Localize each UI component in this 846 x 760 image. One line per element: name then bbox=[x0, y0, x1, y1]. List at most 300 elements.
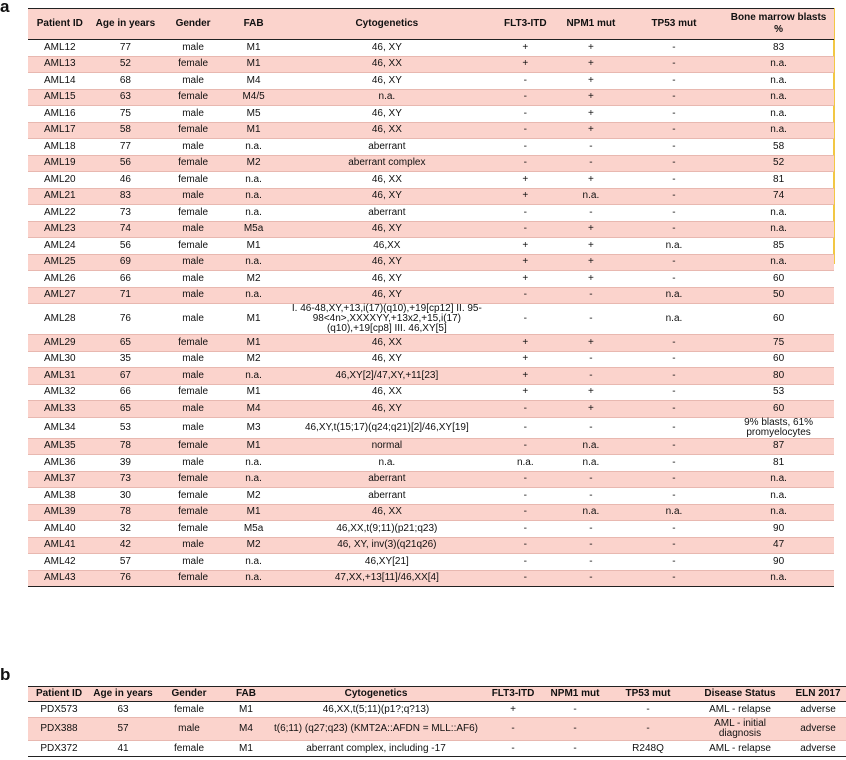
cell-age-in-years: 46 bbox=[92, 172, 160, 189]
cell-eln-2017: adverse bbox=[790, 741, 846, 757]
cell-npm1-mut: n.a. bbox=[557, 438, 625, 455]
cell-tp53-mut: - bbox=[625, 554, 723, 571]
cell-tp53-mut: - bbox=[625, 488, 723, 505]
cell-age-in-years: 63 bbox=[90, 702, 156, 718]
cell-gender: female bbox=[159, 122, 227, 139]
cell-patient-id: AML12 bbox=[28, 40, 92, 57]
cell-age-in-years: 39 bbox=[92, 455, 160, 472]
cell-patient-id: AML24 bbox=[28, 238, 92, 255]
table-row bbox=[28, 351, 834, 368]
cell-tp53-mut: - bbox=[606, 718, 690, 741]
cell-flt3-itd: - bbox=[494, 89, 558, 106]
cell-patient-id: AML15 bbox=[28, 89, 92, 106]
cell-flt3-itd: - bbox=[494, 155, 558, 172]
cell-npm1-mut: + bbox=[557, 384, 625, 401]
cell-npm1-mut: n.a. bbox=[557, 188, 625, 205]
column-header-npm1-mut: NPM1 mut bbox=[557, 9, 625, 40]
table-row bbox=[28, 172, 834, 189]
cell-cytogenetics: 46, XY bbox=[280, 73, 493, 90]
cell-cytogenetics: 46, XY bbox=[280, 351, 493, 368]
cell-tp53-mut: - bbox=[625, 89, 723, 106]
cell-bone-marrow-blasts: 85 bbox=[723, 238, 834, 255]
cell-cytogenetics: t(6;11) (q27;q23) (KMT2A::AFDN = MLL::AF6) bbox=[270, 718, 482, 741]
column-header-fab: FAB bbox=[222, 687, 270, 702]
cell-npm1-mut: + bbox=[557, 40, 625, 57]
cell-cytogenetics: 46, XY, inv(3)(q21q26) bbox=[280, 537, 493, 554]
table-row bbox=[28, 401, 834, 418]
cell-tp53-mut: - bbox=[625, 122, 723, 139]
cell-fab: M1 bbox=[222, 741, 270, 757]
cell-flt3-itd: n.a. bbox=[494, 455, 558, 472]
table-a-header-row bbox=[28, 9, 834, 40]
cell-npm1-mut: + bbox=[557, 271, 625, 288]
column-header-gender: Gender bbox=[159, 9, 227, 40]
cell-age-in-years: 71 bbox=[92, 287, 160, 304]
cell-npm1-mut: - bbox=[557, 417, 625, 438]
cell-npm1-mut: - bbox=[544, 741, 606, 757]
cell-npm1-mut: - bbox=[557, 570, 625, 587]
cell-tp53-mut: - bbox=[625, 351, 723, 368]
cell-tp53-mut: n.a. bbox=[625, 504, 723, 521]
cell-npm1-mut: - bbox=[557, 287, 625, 304]
cell-fab: M1 bbox=[227, 40, 280, 57]
table-row bbox=[28, 702, 846, 718]
cell-age-in-years: 42 bbox=[92, 537, 160, 554]
cell-flt3-itd: - bbox=[494, 205, 558, 222]
cell-patient-id: PDX388 bbox=[28, 718, 90, 741]
cell-bone-marrow-blasts: 81 bbox=[723, 455, 834, 472]
cell-age-in-years: 75 bbox=[92, 106, 160, 123]
cell-flt3-itd: + bbox=[494, 40, 558, 57]
table-row bbox=[28, 554, 834, 571]
cell-tp53-mut: - bbox=[625, 205, 723, 222]
cell-flt3-itd: + bbox=[494, 351, 558, 368]
cell-gender: male bbox=[159, 139, 227, 156]
cell-fab: n.a. bbox=[227, 455, 280, 472]
column-header-age-in-years: Age in years bbox=[90, 687, 156, 702]
cell-cytogenetics: aberrant complex, including -17 bbox=[270, 741, 482, 757]
table-row bbox=[28, 188, 834, 205]
cell-flt3-itd: - bbox=[494, 504, 558, 521]
column-header-tp53-mut: TP53 mut bbox=[606, 687, 690, 702]
cell-bone-marrow-blasts: 75 bbox=[723, 335, 834, 352]
cell-gender: male bbox=[159, 537, 227, 554]
cell-age-in-years: 41 bbox=[90, 741, 156, 757]
cell-tp53-mut: - bbox=[625, 221, 723, 238]
cell-age-in-years: 58 bbox=[92, 122, 160, 139]
cell-patient-id: PDX372 bbox=[28, 741, 90, 757]
cell-bone-marrow-blasts: n.a. bbox=[723, 504, 834, 521]
cell-npm1-mut: + bbox=[557, 73, 625, 90]
cell-eln-2017: adverse bbox=[790, 702, 846, 718]
cell-gender: male bbox=[159, 254, 227, 271]
cell-patient-id: AML19 bbox=[28, 155, 92, 172]
column-header-patient-id: Patient ID bbox=[28, 687, 90, 702]
cell-tp53-mut: - bbox=[625, 401, 723, 418]
table-row bbox=[28, 139, 834, 156]
cell-bone-marrow-blasts: 60 bbox=[723, 271, 834, 288]
cell-tp53-mut: - bbox=[625, 438, 723, 455]
table-row bbox=[28, 417, 834, 438]
cell-age-in-years: 52 bbox=[92, 56, 160, 73]
cell-npm1-mut: - bbox=[557, 205, 625, 222]
cell-age-in-years: 77 bbox=[92, 139, 160, 156]
cell-gender: male bbox=[156, 718, 222, 741]
cell-patient-id: AML14 bbox=[28, 73, 92, 90]
cell-patient-id: AML29 bbox=[28, 335, 92, 352]
cell-cytogenetics: 46, XX bbox=[280, 504, 493, 521]
cell-fab: n.a. bbox=[227, 139, 280, 156]
cell-tp53-mut: - bbox=[625, 271, 723, 288]
table-row bbox=[28, 89, 834, 106]
cell-fab: M1 bbox=[227, 335, 280, 352]
cell-flt3-itd: - bbox=[494, 471, 558, 488]
cell-gender: female bbox=[159, 205, 227, 222]
cell-tp53-mut: n.a. bbox=[625, 304, 723, 335]
cell-bone-marrow-blasts: 90 bbox=[723, 554, 834, 571]
cell-gender: male bbox=[159, 73, 227, 90]
cell-gender: male bbox=[159, 554, 227, 571]
cell-bone-marrow-blasts: n.a. bbox=[723, 488, 834, 505]
cell-gender: male bbox=[159, 40, 227, 57]
cell-bone-marrow-blasts: 52 bbox=[723, 155, 834, 172]
cell-patient-id: AML38 bbox=[28, 488, 92, 505]
cell-flt3-itd: - bbox=[494, 73, 558, 90]
cell-cytogenetics: 46,XX bbox=[280, 238, 493, 255]
cell-patient-id: AML21 bbox=[28, 188, 92, 205]
cell-fab: M1 bbox=[227, 122, 280, 139]
cell-npm1-mut: - bbox=[557, 554, 625, 571]
cell-flt3-itd: - bbox=[482, 718, 544, 741]
table-row bbox=[28, 122, 834, 139]
cell-bone-marrow-blasts: 9% blasts, 61% promyelocytes bbox=[723, 417, 834, 438]
cell-cytogenetics: aberrant bbox=[280, 205, 493, 222]
cell-flt3-itd: - bbox=[482, 741, 544, 757]
cell-bone-marrow-blasts: n.a. bbox=[723, 205, 834, 222]
cell-bone-marrow-blasts: n.a. bbox=[723, 221, 834, 238]
cell-fab: M2 bbox=[227, 155, 280, 172]
cell-tp53-mut: - bbox=[625, 570, 723, 587]
column-header-flt3-itd: FLT3-ITD bbox=[482, 687, 544, 702]
cell-flt3-itd: + bbox=[482, 702, 544, 718]
cell-flt3-itd: + bbox=[494, 238, 558, 255]
cell-patient-id: AML40 bbox=[28, 521, 92, 538]
column-header-cytogenetics: Cytogenetics bbox=[280, 9, 493, 40]
cell-gender: female bbox=[159, 89, 227, 106]
cell-npm1-mut: - bbox=[557, 471, 625, 488]
cell-patient-id: AML27 bbox=[28, 287, 92, 304]
cell-age-in-years: 66 bbox=[92, 384, 160, 401]
table-row bbox=[28, 106, 834, 123]
cell-flt3-itd: - bbox=[494, 139, 558, 156]
cell-gender: female bbox=[159, 521, 227, 538]
cell-cytogenetics: normal bbox=[280, 438, 493, 455]
cell-age-in-years: 83 bbox=[92, 188, 160, 205]
cell-cytogenetics: aberrant bbox=[280, 488, 493, 505]
cell-gender: male bbox=[159, 106, 227, 123]
cell-fab: M4 bbox=[227, 73, 280, 90]
cell-cytogenetics: 46, XX bbox=[280, 384, 493, 401]
table-row bbox=[28, 155, 834, 172]
table-row bbox=[28, 718, 846, 741]
cell-disease-status: AML - relapse bbox=[690, 702, 790, 718]
cell-npm1-mut: + bbox=[557, 172, 625, 189]
cell-patient-id: AML26 bbox=[28, 271, 92, 288]
cell-tp53-mut: R248Q bbox=[606, 741, 690, 757]
column-header-age-in-years: Age in years bbox=[92, 9, 160, 40]
cell-npm1-mut: - bbox=[557, 155, 625, 172]
cell-age-in-years: 66 bbox=[92, 271, 160, 288]
cell-cytogenetics: 46, XY bbox=[280, 401, 493, 418]
cell-tp53-mut: - bbox=[625, 172, 723, 189]
table-row bbox=[28, 537, 834, 554]
cell-tp53-mut: n.a. bbox=[625, 287, 723, 304]
cell-fab: M4/5 bbox=[227, 89, 280, 106]
cell-patient-id: AML32 bbox=[28, 384, 92, 401]
cell-age-in-years: 65 bbox=[92, 335, 160, 352]
cell-cytogenetics: 46,XX,t(9;11)(p21;q23) bbox=[280, 521, 493, 538]
cell-tp53-mut: n.a. bbox=[625, 238, 723, 255]
cell-age-in-years: 76 bbox=[92, 304, 160, 335]
cell-age-in-years: 78 bbox=[92, 504, 160, 521]
cell-patient-id: AML37 bbox=[28, 471, 92, 488]
cell-fab: n.a. bbox=[227, 172, 280, 189]
cell-npm1-mut: - bbox=[557, 488, 625, 505]
cell-flt3-itd: + bbox=[494, 335, 558, 352]
cell-age-in-years: 73 bbox=[92, 471, 160, 488]
cell-npm1-mut: + bbox=[557, 122, 625, 139]
cell-flt3-itd: - bbox=[494, 401, 558, 418]
cell-patient-id: AML30 bbox=[28, 351, 92, 368]
cell-npm1-mut: - bbox=[557, 368, 625, 385]
table-row bbox=[28, 304, 834, 335]
cell-bone-marrow-blasts: n.a. bbox=[723, 570, 834, 587]
column-header-patient-id: Patient ID bbox=[28, 9, 92, 40]
cell-fab: M1 bbox=[227, 238, 280, 255]
cell-gender: female bbox=[159, 438, 227, 455]
cell-age-in-years: 78 bbox=[92, 438, 160, 455]
cell-flt3-itd: + bbox=[494, 384, 558, 401]
table-row bbox=[28, 521, 834, 538]
cell-fab: M2 bbox=[227, 488, 280, 505]
cell-tp53-mut: - bbox=[625, 537, 723, 554]
cell-npm1-mut: + bbox=[557, 401, 625, 418]
table-row bbox=[28, 384, 834, 401]
cell-gender: female bbox=[159, 56, 227, 73]
cell-cytogenetics: 46, XY bbox=[280, 106, 493, 123]
cell-age-in-years: 74 bbox=[92, 221, 160, 238]
table-row bbox=[28, 471, 834, 488]
cell-cytogenetics: aberrant complex bbox=[280, 155, 493, 172]
cell-bone-marrow-blasts: n.a. bbox=[723, 89, 834, 106]
cell-flt3-itd: - bbox=[494, 537, 558, 554]
cell-bone-marrow-blasts: 58 bbox=[723, 139, 834, 156]
cell-patient-id: AML25 bbox=[28, 254, 92, 271]
cell-patient-id: AML43 bbox=[28, 570, 92, 587]
cell-patient-id: AML22 bbox=[28, 205, 92, 222]
cell-bone-marrow-blasts: 60 bbox=[723, 351, 834, 368]
cell-fab: n.a. bbox=[227, 570, 280, 587]
cell-patient-id: AML17 bbox=[28, 122, 92, 139]
cell-flt3-itd: + bbox=[494, 56, 558, 73]
cell-bone-marrow-blasts: n.a. bbox=[723, 254, 834, 271]
cell-patient-id: AML28 bbox=[28, 304, 92, 335]
cell-cytogenetics: 46, XY bbox=[280, 221, 493, 238]
cell-cytogenetics: 46, XY bbox=[280, 271, 493, 288]
table-b-body bbox=[28, 702, 846, 757]
cell-npm1-mut: + bbox=[557, 106, 625, 123]
cell-patient-id: PDX573 bbox=[28, 702, 90, 718]
cell-flt3-itd: + bbox=[494, 188, 558, 205]
table-row bbox=[28, 40, 834, 57]
table-a-body bbox=[28, 40, 834, 587]
cell-gender: female bbox=[159, 384, 227, 401]
cell-cytogenetics: 46, XX bbox=[280, 56, 493, 73]
cell-bone-marrow-blasts: 81 bbox=[723, 172, 834, 189]
table-row bbox=[28, 368, 834, 385]
table-row bbox=[28, 488, 834, 505]
cell-bone-marrow-blasts: n.a. bbox=[723, 73, 834, 90]
cell-flt3-itd: - bbox=[494, 554, 558, 571]
cell-age-in-years: 77 bbox=[92, 40, 160, 57]
cell-gender: female bbox=[159, 488, 227, 505]
cell-age-in-years: 56 bbox=[92, 238, 160, 255]
cell-age-in-years: 67 bbox=[92, 368, 160, 385]
column-header-eln-2017: ELN 2017 bbox=[790, 687, 846, 702]
cell-disease-status: AML - relapse bbox=[690, 741, 790, 757]
cell-flt3-itd: + bbox=[494, 271, 558, 288]
cell-age-in-years: 30 bbox=[92, 488, 160, 505]
cell-cytogenetics: 46,XY,t(15;17)(q24;q21)[2]/46,XY[19] bbox=[280, 417, 493, 438]
cell-cytogenetics: 46,XY[2]/47,XY,+11[23] bbox=[280, 368, 493, 385]
table-row bbox=[28, 287, 834, 304]
cell-age-in-years: 65 bbox=[92, 401, 160, 418]
cell-cytogenetics: 46, XY bbox=[280, 287, 493, 304]
cell-cytogenetics: aberrant bbox=[280, 139, 493, 156]
cell-fab: M3 bbox=[227, 417, 280, 438]
cell-gender: male bbox=[159, 401, 227, 418]
cell-fab: M4 bbox=[222, 718, 270, 741]
cell-bone-marrow-blasts: 83 bbox=[723, 40, 834, 57]
cell-tp53-mut: - bbox=[606, 702, 690, 718]
cell-bone-marrow-blasts: n.a. bbox=[723, 471, 834, 488]
cell-fab: M1 bbox=[227, 304, 280, 335]
cell-cytogenetics: 46, XX bbox=[280, 335, 493, 352]
table-row bbox=[28, 438, 834, 455]
cell-cytogenetics: 46,XX,t(5;11)(p1?;q?13) bbox=[270, 702, 482, 718]
cell-cytogenetics: aberrant bbox=[280, 471, 493, 488]
cell-fab: M5a bbox=[227, 221, 280, 238]
cell-flt3-itd: - bbox=[494, 221, 558, 238]
cell-fab: n.a. bbox=[227, 471, 280, 488]
cell-bone-marrow-blasts: 47 bbox=[723, 537, 834, 554]
cell-gender: male bbox=[159, 304, 227, 335]
cell-patient-id: AML16 bbox=[28, 106, 92, 123]
cell-tp53-mut: - bbox=[625, 155, 723, 172]
cell-gender: female bbox=[159, 504, 227, 521]
table-row bbox=[28, 271, 834, 288]
table-row bbox=[28, 254, 834, 271]
cell-npm1-mut: - bbox=[544, 702, 606, 718]
cell-gender: male bbox=[159, 368, 227, 385]
cell-cytogenetics: 46, XX bbox=[280, 122, 493, 139]
cell-fab: M1 bbox=[227, 56, 280, 73]
column-header-bone-marrow-blasts: Bone marrow blasts % bbox=[723, 9, 834, 40]
cell-patient-id: AML39 bbox=[28, 504, 92, 521]
cell-fab: M2 bbox=[227, 537, 280, 554]
cell-bone-marrow-blasts: 60 bbox=[723, 401, 834, 418]
cell-tp53-mut: - bbox=[625, 40, 723, 57]
cell-flt3-itd: - bbox=[494, 122, 558, 139]
table-row bbox=[28, 73, 834, 90]
cell-tp53-mut: - bbox=[625, 471, 723, 488]
cell-fab: n.a. bbox=[227, 254, 280, 271]
table-row bbox=[28, 504, 834, 521]
cell-bone-marrow-blasts: 60 bbox=[723, 304, 834, 335]
cell-fab: M1 bbox=[227, 384, 280, 401]
cell-tp53-mut: - bbox=[625, 521, 723, 538]
table-b bbox=[28, 686, 846, 757]
cell-bone-marrow-blasts: n.a. bbox=[723, 106, 834, 123]
cell-flt3-itd: + bbox=[494, 254, 558, 271]
cell-gender: female bbox=[156, 741, 222, 757]
cell-gender: female bbox=[156, 702, 222, 718]
cell-fab: M1 bbox=[227, 438, 280, 455]
cell-age-in-years: 56 bbox=[92, 155, 160, 172]
cell-tp53-mut: - bbox=[625, 417, 723, 438]
cell-cytogenetics: I. 46-48,XY,+13,i(17)(q10),+19[cp12] II. 95-98<4n>,XXXXYY,+13x2,+15,i(17)(q10),+19[cp8] III. 46,XY[5] bbox=[280, 304, 493, 335]
cell-cytogenetics: 46, XX bbox=[280, 172, 493, 189]
cell-cytogenetics: n.a. bbox=[280, 89, 493, 106]
cell-flt3-itd: - bbox=[494, 417, 558, 438]
cell-cytogenetics: 46, XY bbox=[280, 188, 493, 205]
cell-tp53-mut: - bbox=[625, 368, 723, 385]
cell-bone-marrow-blasts: 90 bbox=[723, 521, 834, 538]
table-row bbox=[28, 221, 834, 238]
cell-gender: female bbox=[159, 471, 227, 488]
cell-flt3-itd: - bbox=[494, 521, 558, 538]
cell-npm1-mut: - bbox=[557, 139, 625, 156]
cell-bone-marrow-blasts: n.a. bbox=[723, 122, 834, 139]
cell-patient-id: AML20 bbox=[28, 172, 92, 189]
cell-fab: n.a. bbox=[227, 188, 280, 205]
cell-patient-id: AML23 bbox=[28, 221, 92, 238]
table-row bbox=[28, 56, 834, 73]
cell-fab: M1 bbox=[222, 702, 270, 718]
cell-fab: M2 bbox=[227, 271, 280, 288]
cell-gender: male bbox=[159, 271, 227, 288]
cell-patient-id: AML18 bbox=[28, 139, 92, 156]
cell-bone-marrow-blasts: 74 bbox=[723, 188, 834, 205]
cell-eln-2017: adverse bbox=[790, 718, 846, 741]
cell-flt3-itd: + bbox=[494, 368, 558, 385]
cell-bone-marrow-blasts: 50 bbox=[723, 287, 834, 304]
cell-tp53-mut: - bbox=[625, 455, 723, 472]
column-header-tp53-mut: TP53 mut bbox=[625, 9, 723, 40]
cell-gender: female bbox=[159, 155, 227, 172]
cell-gender: male bbox=[159, 221, 227, 238]
cell-patient-id: AML34 bbox=[28, 417, 92, 438]
cell-tp53-mut: - bbox=[625, 384, 723, 401]
cell-fab: n.a. bbox=[227, 287, 280, 304]
cell-patient-id: AML31 bbox=[28, 368, 92, 385]
cell-flt3-itd: - bbox=[494, 438, 558, 455]
cell-bone-marrow-blasts: 53 bbox=[723, 384, 834, 401]
cell-gender: female bbox=[159, 570, 227, 587]
cell-flt3-itd: - bbox=[494, 106, 558, 123]
cell-age-in-years: 68 bbox=[92, 73, 160, 90]
cell-gender: male bbox=[159, 455, 227, 472]
